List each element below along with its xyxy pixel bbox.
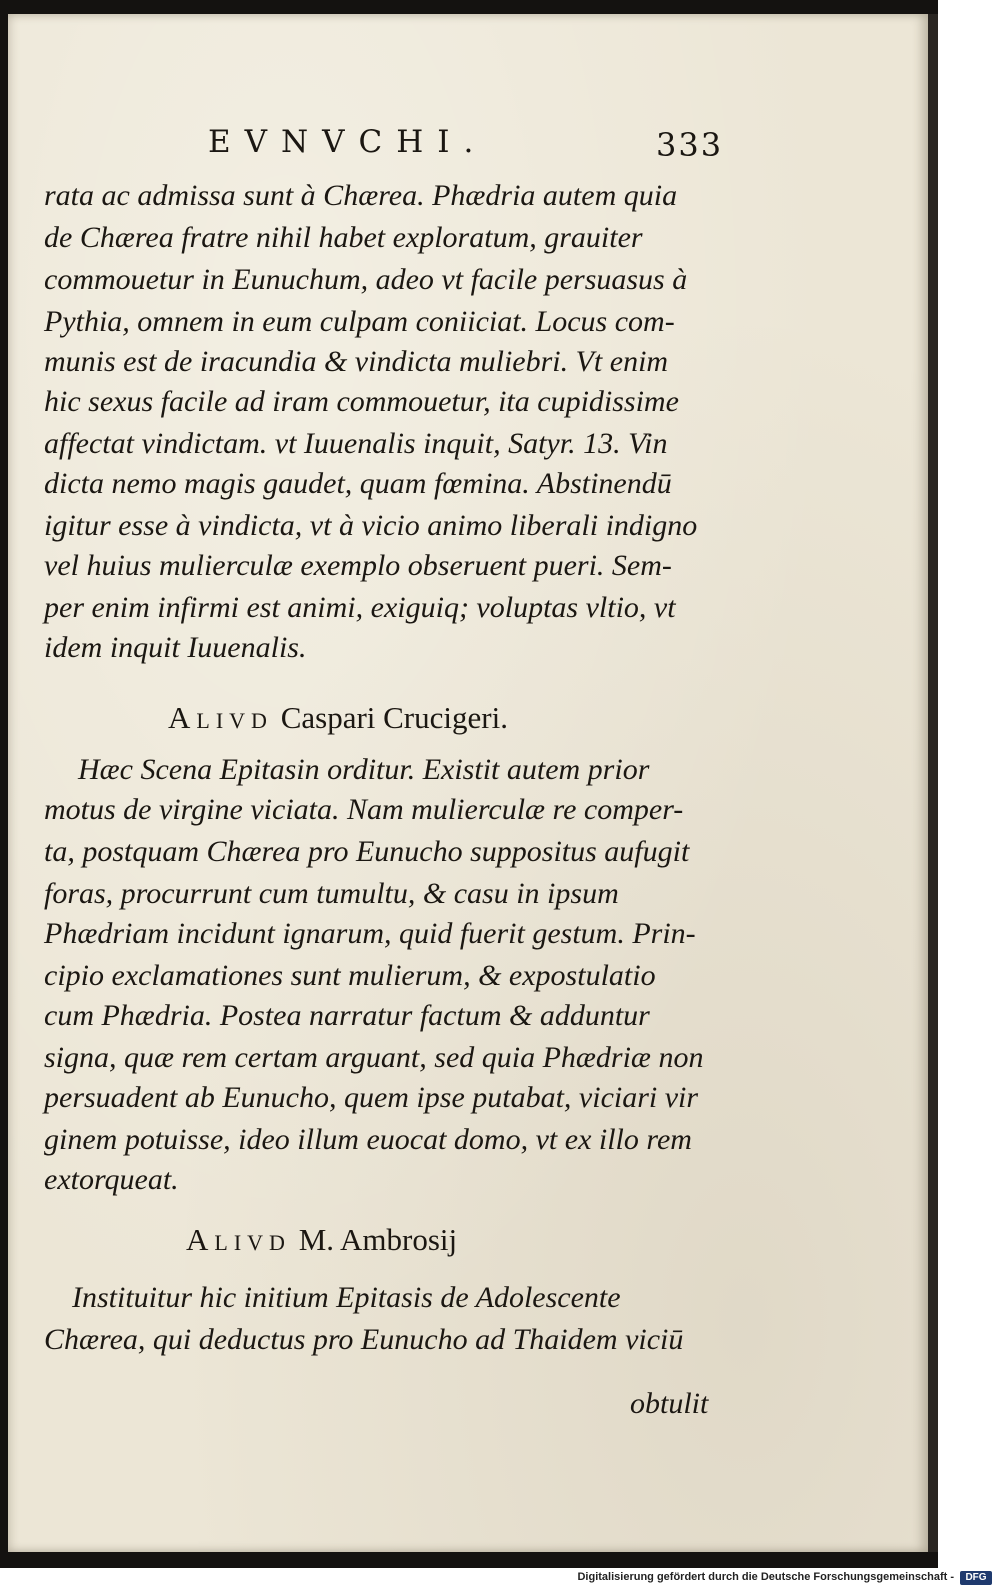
text-line: Chærea, qui deductus pro Eunucho ad Thaidem viciū (44, 1323, 684, 1356)
book-page (8, 14, 928, 1552)
page-header (8, 124, 928, 172)
text-line: persuadent ab Eunucho, quem ipse putabat, viciari vir (44, 1081, 699, 1114)
text-line: ginem potuisse, ideo illum euocat domo, vt ex illo rem (44, 1123, 692, 1156)
dfg-logo-icon: DFG (960, 1571, 992, 1585)
text-line: cipio exclamationes sunt mulierum, & expostulatio (44, 959, 656, 992)
text-line: de Chærea fratre nihil habet exploratum, grauiter (44, 221, 643, 254)
text-line: rata ac admissa sunt à Chærea. Phædria autem quia (44, 179, 678, 212)
text-line: dicta nemo magis gaudet, quam fœmina. Abstinendū (44, 467, 672, 500)
text-line: ta, postquam Chærea pro Eunucho suppositus aufugit (44, 835, 690, 868)
section-heading-ambrosij (186, 1220, 457, 1260)
text-line: Instituitur hic initium Epitasis de Adolescente (72, 1281, 621, 1314)
running-head: EVNVCHI. (208, 124, 488, 160)
section-heading-crucigeri (168, 698, 508, 738)
text-line: munis est de iracundia & vindicta muliebri. Vt enim (44, 345, 669, 378)
text-line: commouetur in Eunuchum, adeo vt facile persuasus à (44, 263, 688, 296)
heading-text: M. Ambrosij (290, 1222, 458, 1257)
heading-caps: Alivd (186, 1222, 291, 1257)
footer-bar (0, 1568, 1000, 1589)
text-line: idem inquit Iuuenalis. (44, 631, 307, 664)
page-edge (928, 14, 938, 1552)
text-line: igitur esse à vindicta, vt à vicio animo liberali indigno (44, 509, 698, 542)
text-line: per enim infirmi est animi, exiguiq; voluptas vltio, vt (44, 591, 676, 624)
text-line: cum Phædria. Postea narratur factum & adduntur (44, 999, 650, 1032)
text-line: hic sexus facile ad iram commouetur, ita cupidissime (44, 385, 679, 418)
text-line: affectat vindictam. vt Iuuenalis inquit, Satyr. 13. Vin (44, 427, 668, 460)
text-line: foras, procurrunt cum tumultu, & casu in ipsum (44, 877, 619, 910)
text-line: signa, quæ rem certam arguant, sed quia Phædriæ non (44, 1041, 704, 1074)
text-line: Phædriam incidunt ignarum, quid fuerit gestum. Prin- (44, 917, 696, 950)
text-line: Pythia, omnem in eum culpam coniiciat. Locus com- (44, 305, 675, 338)
heading-caps: Alivd (168, 700, 273, 735)
text-line: extorqueat. (44, 1163, 179, 1196)
catchword: obtulit (630, 1387, 709, 1420)
heading-text: Caspari Crucigeri. (272, 700, 508, 735)
page-number: 333 (656, 126, 724, 164)
funding-credit: Digitalisierung gefördert durch die Deutsche Forschungsgemeinschaft - (577, 1571, 954, 1583)
text-line: vel huius mulierculæ exemplo obseruent pueri. Sem- (44, 549, 672, 582)
text-line: motus de virgine viciata. Nam mulierculæ re comper- (44, 793, 684, 826)
text-line: Hæc Scena Epitasin orditur. Existit autem prior (78, 753, 650, 786)
